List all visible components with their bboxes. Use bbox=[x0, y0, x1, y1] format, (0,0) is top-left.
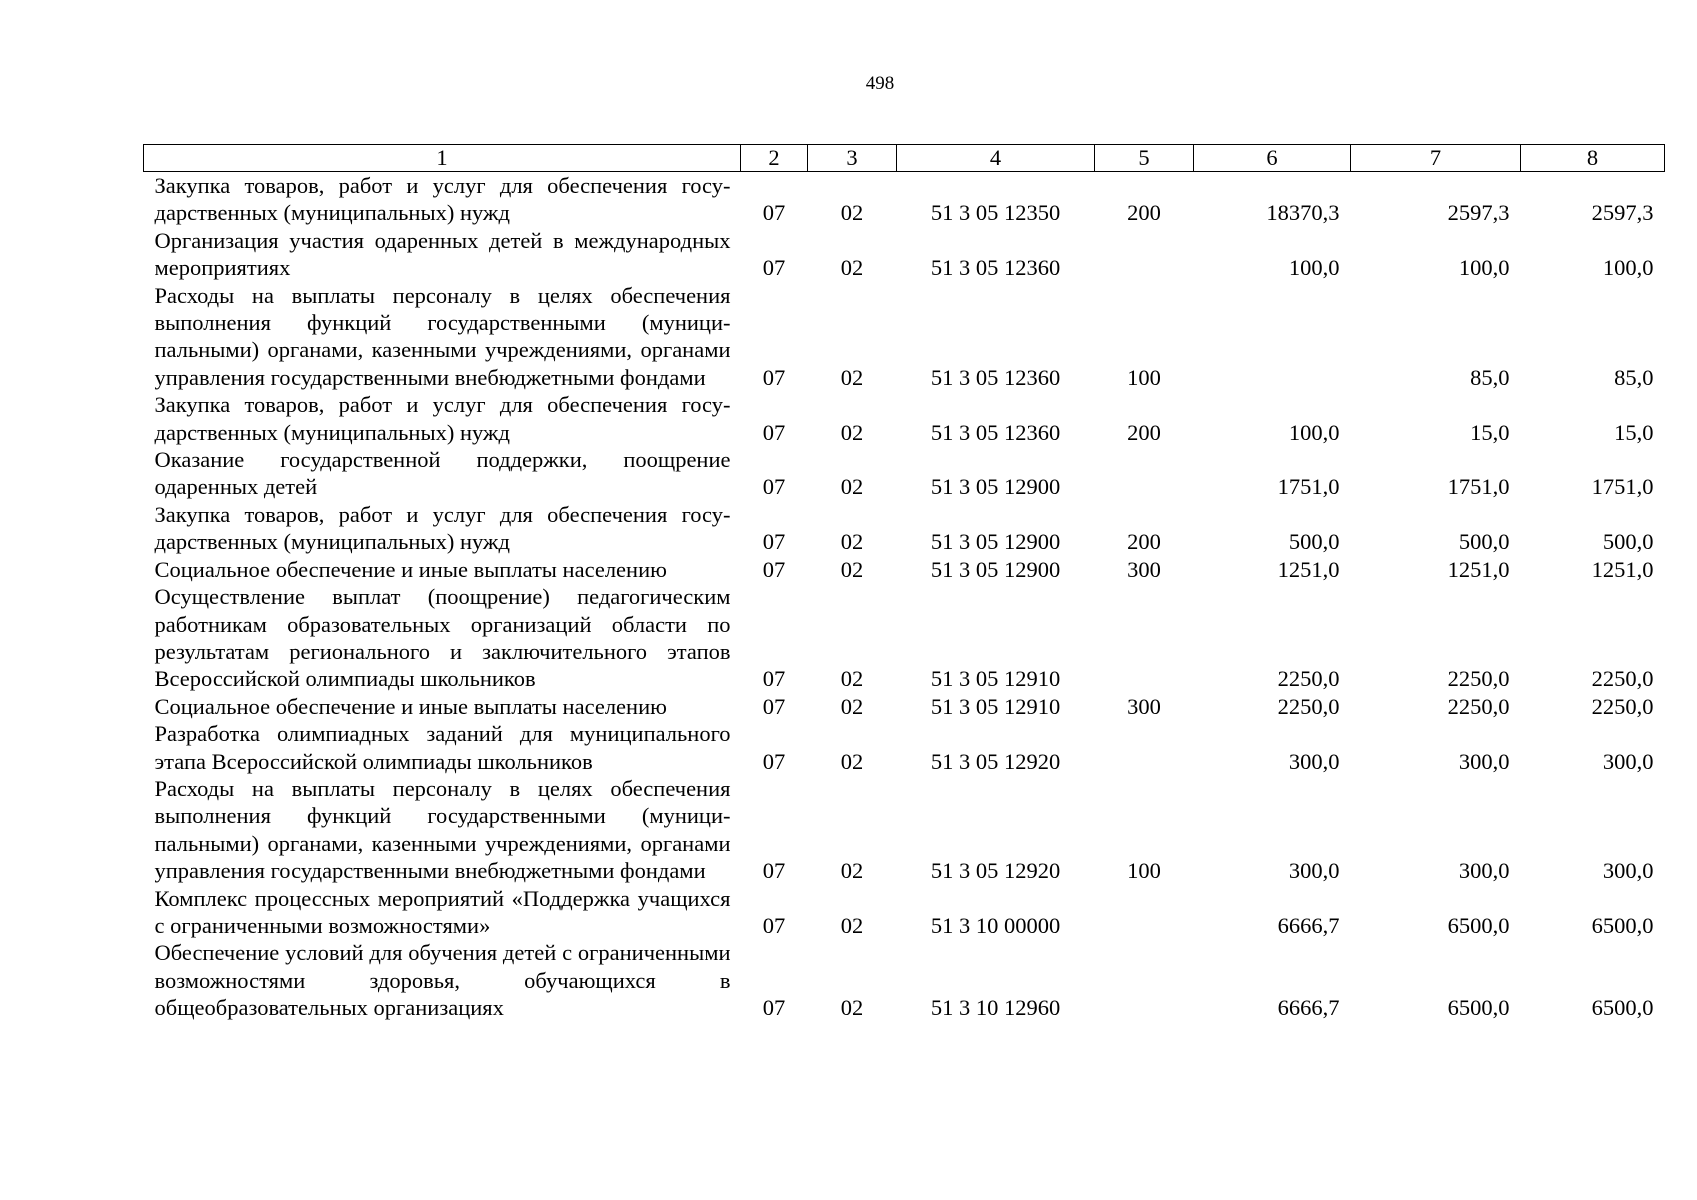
row-target-code: 51 3 05 12920 bbox=[930, 748, 1061, 774]
row-section: 07 bbox=[762, 474, 786, 500]
row-target-code: 51 3 05 12360 bbox=[930, 364, 1061, 390]
table-row bbox=[144, 720, 1665, 775]
row-amount-col8: 1751,0 bbox=[1591, 474, 1654, 500]
row-amount-col7: 2250,0 bbox=[1447, 693, 1510, 719]
row-amount-col7: 15,0 bbox=[1470, 419, 1510, 445]
row-subsection: 02 bbox=[840, 748, 864, 774]
row-amount-col8: 1251,0 bbox=[1591, 556, 1654, 582]
row-subsection: 02 bbox=[840, 255, 864, 281]
row-name: Разработка олимпиадных заданий для муниципального этапа Всероссийской олимпиады школьников bbox=[154, 721, 731, 774]
row-subsection: 02 bbox=[840, 556, 864, 582]
row-amount-col6: 2250,0 bbox=[1277, 666, 1340, 692]
row-name: Закупка товаров, работ и услуг для обеспечения государственных (муниципальных) нужд bbox=[154, 392, 731, 445]
row-amount-col7: 100,0 bbox=[1458, 255, 1510, 281]
row-target-code: 51 3 05 12920 bbox=[930, 858, 1061, 884]
row-name: Социальное обеспечение и иные выплаты населению bbox=[154, 693, 667, 719]
table-row bbox=[144, 583, 1665, 693]
row-subsection: 02 bbox=[840, 364, 864, 390]
row-amount-col8: 300,0 bbox=[1602, 858, 1654, 884]
row-amount-col8: 6500,0 bbox=[1591, 995, 1654, 1021]
row-subsection: 02 bbox=[840, 912, 864, 938]
row-subsection: 02 bbox=[840, 419, 864, 445]
row-section: 07 bbox=[762, 255, 786, 281]
row-name: Расходы на выплаты персоналу в целях обеспечения выполнения функций государственными (муниципальными) органами, казенными учреждениями, органами управления государственными внебюджетными фондами bbox=[154, 775, 731, 884]
row-amount-col8: 100,0 bbox=[1602, 255, 1654, 281]
row-name: Комплекс процессных мероприятий «Поддержка учащихся с ограниченными возможностями» bbox=[154, 885, 731, 938]
row-expense-type bbox=[1095, 720, 1194, 775]
row-amount-col6: 1751,0 bbox=[1277, 474, 1340, 500]
budget-table bbox=[143, 144, 1665, 1022]
row-amount-col8: 85,0 bbox=[1614, 364, 1654, 390]
row-expense-type: 100 bbox=[1127, 364, 1161, 390]
row-expense-type bbox=[1095, 227, 1194, 282]
row-expense-type: 200 bbox=[1127, 200, 1161, 226]
row-amount-col8: 15,0 bbox=[1614, 419, 1654, 445]
table-header bbox=[144, 145, 1665, 172]
row-amount-col6: 100,0 bbox=[1288, 255, 1340, 281]
row-amount-col8: 2250,0 bbox=[1591, 693, 1654, 719]
row-amount-col7: 300,0 bbox=[1458, 748, 1510, 774]
row-section: 07 bbox=[762, 200, 786, 226]
row-target-code: 51 3 05 12900 bbox=[930, 474, 1061, 500]
row-section: 07 bbox=[762, 529, 786, 555]
table-row bbox=[144, 693, 1665, 720]
row-section: 07 bbox=[762, 693, 786, 719]
row-amount-col7: 85,0 bbox=[1470, 364, 1510, 390]
table-row bbox=[144, 282, 1665, 392]
row-target-code: 51 3 05 12910 bbox=[930, 693, 1061, 719]
row-section: 07 bbox=[762, 556, 786, 582]
row-amount-col6 bbox=[1194, 282, 1351, 392]
row-amount-col8: 6500,0 bbox=[1591, 912, 1654, 938]
header-col-2: 2 bbox=[741, 145, 808, 172]
header-col-8: 8 bbox=[1521, 145, 1665, 172]
row-subsection: 02 bbox=[840, 693, 864, 719]
row-name: Организация участия одаренных детей в международных мероприятиях bbox=[154, 227, 731, 281]
row-amount-col6: 1251,0 bbox=[1277, 556, 1340, 582]
row-section: 07 bbox=[762, 364, 786, 390]
row-expense-type: 200 bbox=[1127, 529, 1161, 555]
row-section: 07 bbox=[762, 748, 786, 774]
row-amount-col7: 300,0 bbox=[1458, 858, 1510, 884]
row-expense-type bbox=[1095, 446, 1194, 501]
row-amount-col8: 2250,0 bbox=[1591, 666, 1654, 692]
row-subsection: 02 bbox=[840, 995, 864, 1021]
row-amount-col6: 6666,7 bbox=[1277, 912, 1340, 938]
row-amount-col7: 6500,0 bbox=[1447, 995, 1510, 1021]
row-amount-col8: 2597,3 bbox=[1591, 200, 1654, 226]
page-number: 498 bbox=[865, 73, 895, 94]
row-subsection: 02 bbox=[840, 474, 864, 500]
table-row bbox=[144, 939, 1665, 1021]
row-section: 07 bbox=[762, 995, 786, 1021]
row-name: Оказание государственной поддержки, поощрение одаренных детей bbox=[154, 447, 731, 500]
row-expense-type: 100 bbox=[1127, 858, 1161, 884]
row-section: 07 bbox=[762, 912, 786, 938]
table-body bbox=[144, 172, 1665, 1022]
row-amount-col7: 500,0 bbox=[1458, 529, 1510, 555]
table-row bbox=[144, 501, 1665, 556]
row-name: Осуществление выплат (поощрение) педагогическим работникам образовательных организаций области по результатам регионального и заключительного этапов Всероссийской олимпиады школьников bbox=[154, 584, 731, 692]
row-amount-col7: 1251,0 bbox=[1447, 556, 1510, 582]
row-amount-col7: 2250,0 bbox=[1447, 666, 1510, 692]
row-expense-type: 300 bbox=[1127, 556, 1161, 582]
row-name: Расходы на выплаты персоналу в целях обеспечения выполнения функций государственными (муниципальными) органами, казенными учреждениями, органами управления государственными внебюджетными фондами bbox=[154, 282, 731, 390]
row-amount-col6: 100,0 bbox=[1288, 419, 1340, 445]
row-amount-col6: 2250,0 bbox=[1277, 693, 1340, 719]
header-col-4: 4 bbox=[897, 145, 1095, 172]
row-section: 07 bbox=[762, 666, 786, 692]
row-expense-type: 200 bbox=[1127, 419, 1161, 445]
row-target-code: 51 3 05 12900 bbox=[930, 556, 1061, 582]
row-amount-col7: 6500,0 bbox=[1447, 912, 1510, 938]
row-amount-col7: 1751,0 bbox=[1447, 474, 1510, 500]
row-amount-col6: 300,0 bbox=[1288, 858, 1340, 884]
row-subsection: 02 bbox=[840, 666, 864, 692]
header-col-3: 3 bbox=[808, 145, 897, 172]
row-target-code: 51 3 05 12360 bbox=[930, 419, 1061, 445]
row-amount-col6: 6666,7 bbox=[1277, 995, 1340, 1021]
header-col-6: 6 bbox=[1194, 145, 1351, 172]
row-amount-col8: 300,0 bbox=[1602, 748, 1654, 774]
header-col-1: 1 bbox=[144, 145, 741, 172]
row-expense-type bbox=[1095, 939, 1194, 1021]
table-row bbox=[144, 227, 1665, 282]
row-expense-type bbox=[1095, 583, 1194, 693]
row-amount-col6: 500,0 bbox=[1288, 529, 1340, 555]
row-expense-type bbox=[1095, 885, 1194, 940]
row-section: 07 bbox=[762, 858, 786, 884]
row-target-code: 51 3 05 12910 bbox=[930, 666, 1061, 692]
row-target-code: 51 3 10 00000 bbox=[930, 912, 1061, 938]
table-row bbox=[144, 885, 1665, 940]
table-row bbox=[144, 391, 1665, 446]
table-row bbox=[144, 446, 1665, 501]
row-name: Обеспечение условий для обучения детей с ограниченными возможностями здоровья, обучающихся в общеобразовательных организациях bbox=[154, 940, 731, 1021]
table-row bbox=[144, 172, 1665, 227]
header-row bbox=[144, 145, 1665, 172]
row-subsection: 02 bbox=[840, 529, 864, 555]
row-amount-col6: 300,0 bbox=[1288, 748, 1340, 774]
row-amount-col7: 2597,3 bbox=[1447, 200, 1510, 226]
table-row bbox=[144, 775, 1665, 885]
row-target-code: 51 3 05 12350 bbox=[930, 200, 1061, 226]
row-amount-col6: 18370,3 bbox=[1266, 200, 1340, 226]
row-expense-type: 300 bbox=[1127, 693, 1161, 719]
row-subsection: 02 bbox=[840, 858, 864, 884]
row-target-code: 51 3 05 12360 bbox=[930, 255, 1061, 281]
row-name: Закупка товаров, работ и услуг для обеспечения государственных (муниципальных) нужд bbox=[154, 501, 731, 555]
row-amount-col8: 500,0 bbox=[1602, 529, 1654, 555]
row-name: Закупка товаров, работ и услуг для обеспечения государственных (муниципальных) нужд bbox=[154, 173, 731, 226]
row-name: Социальное обеспечение и иные выплаты населению bbox=[154, 556, 667, 582]
table-row bbox=[144, 556, 1665, 583]
header-col-5: 5 bbox=[1095, 145, 1194, 172]
row-target-code: 51 3 10 12960 bbox=[930, 995, 1061, 1021]
header-col-7: 7 bbox=[1351, 145, 1521, 172]
row-subsection: 02 bbox=[840, 200, 864, 226]
row-target-code: 51 3 05 12900 bbox=[930, 529, 1061, 555]
row-section: 07 bbox=[762, 419, 786, 445]
